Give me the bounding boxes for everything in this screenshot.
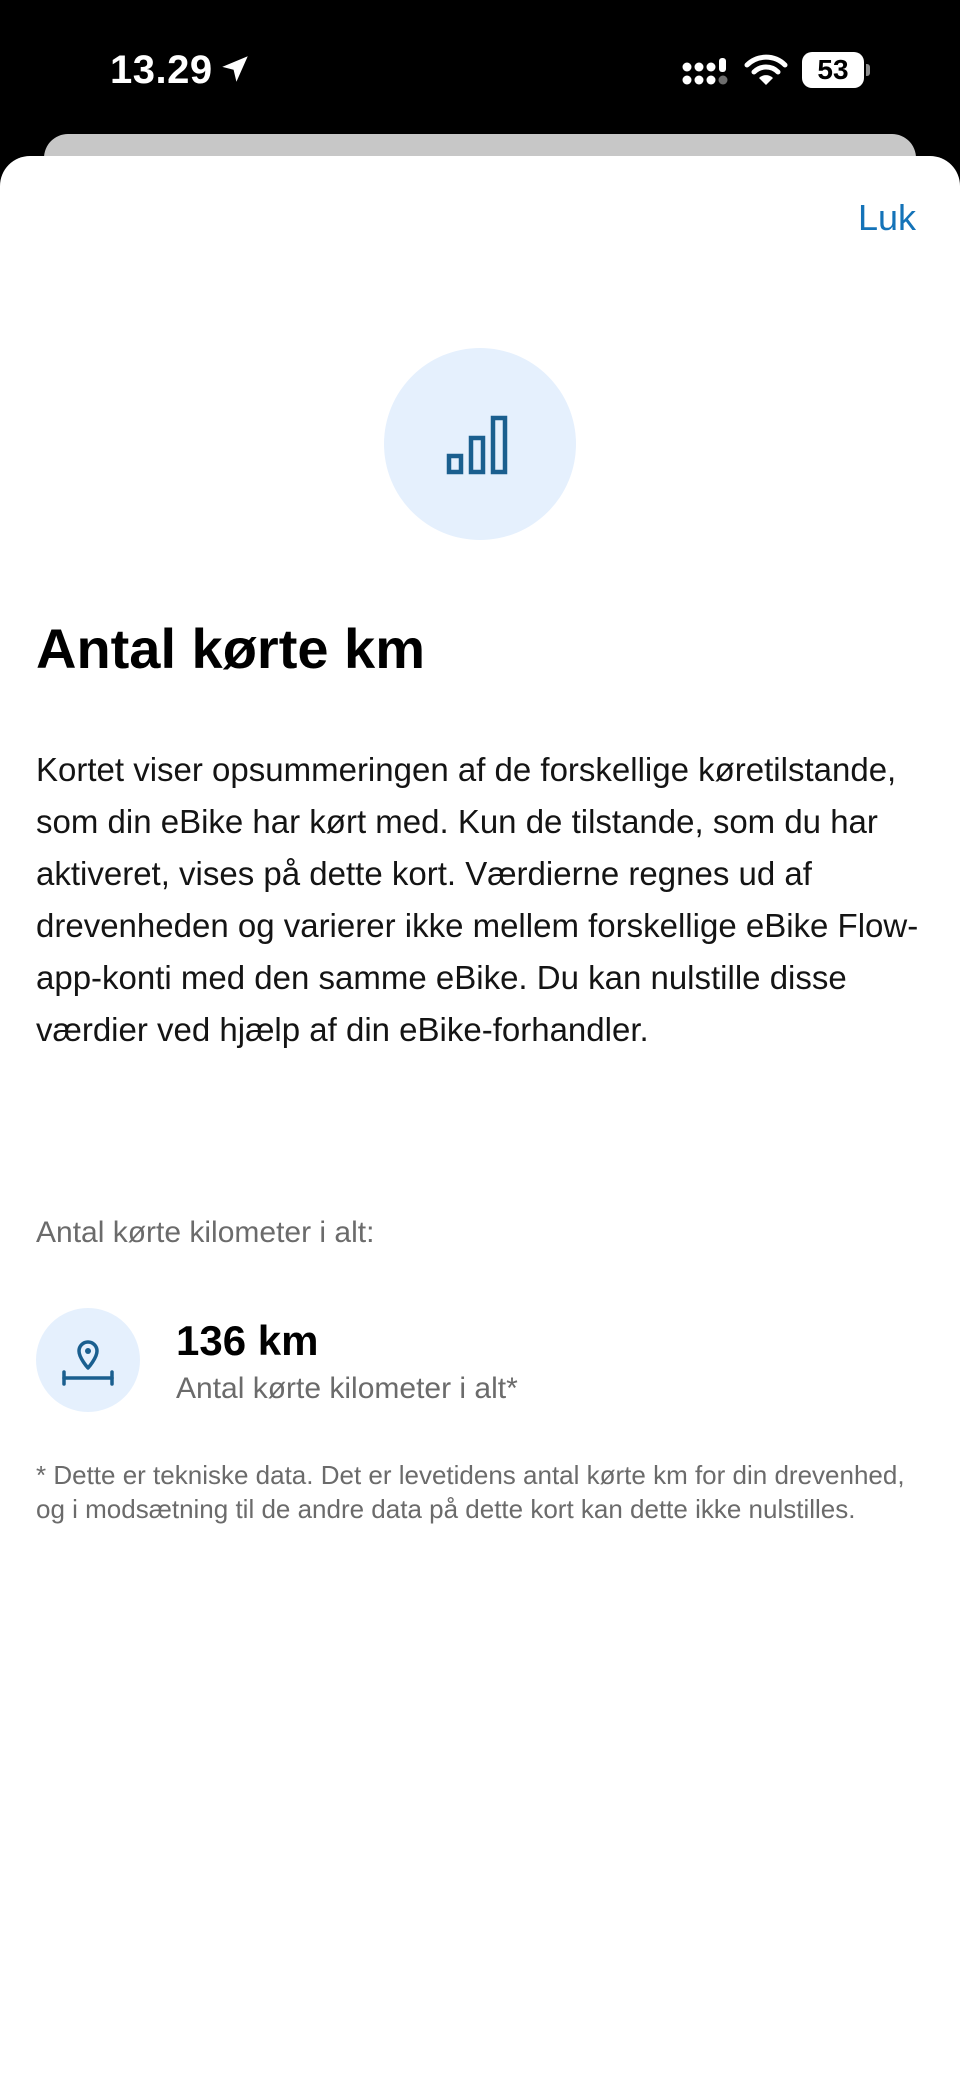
- status-bar: [0, 0, 960, 140]
- stat-icon-circle: [36, 1308, 140, 1412]
- status-time: 13.29: [110, 48, 213, 92]
- page-title: Antal kørte km: [36, 617, 425, 680]
- stat-label: Antal kørte kilometer i alt*: [176, 1372, 518, 1405]
- battery-cap: [866, 64, 870, 76]
- wifi-icon: [744, 52, 788, 88]
- footnote-text: * Dette er tekniske data. Det er levetidens antal kørte km for din drevenhed, og i modsætning til de andre data på dette kort kan dette ikke nulstilles.: [36, 1460, 905, 1524]
- total-distance-row: [36, 1308, 926, 1414]
- battery-indicator: [802, 52, 870, 88]
- description-text: Kortet viser opsummeringen af de forskellige køretilstande, som din eBike har kørt med. Kun de tilstande, som du har aktiveret, vises på dette kort. Værdierne regnes ud af drevenheden og varierer ikke mellem forskellige eBike Flow-app-konti med den samme eBike. Du kan nulstille disse værdier ved hjælp af din eBike-forhandler.: [36, 751, 919, 1048]
- hero-icon-circle: [384, 348, 576, 540]
- section-label: Antal kørte kilometer i alt:: [36, 1216, 375, 1249]
- battery-level: 53: [802, 52, 864, 88]
- cellular-signal-icon: [680, 56, 730, 88]
- bar-chart-icon: [440, 404, 520, 484]
- info-sheet: [0, 156, 960, 2086]
- stat-value: 136 km: [176, 1317, 319, 1364]
- location-distance-icon: [58, 1330, 118, 1390]
- location-arrow-icon: [218, 52, 252, 86]
- close-button[interactable]: Luk: [857, 197, 916, 238]
